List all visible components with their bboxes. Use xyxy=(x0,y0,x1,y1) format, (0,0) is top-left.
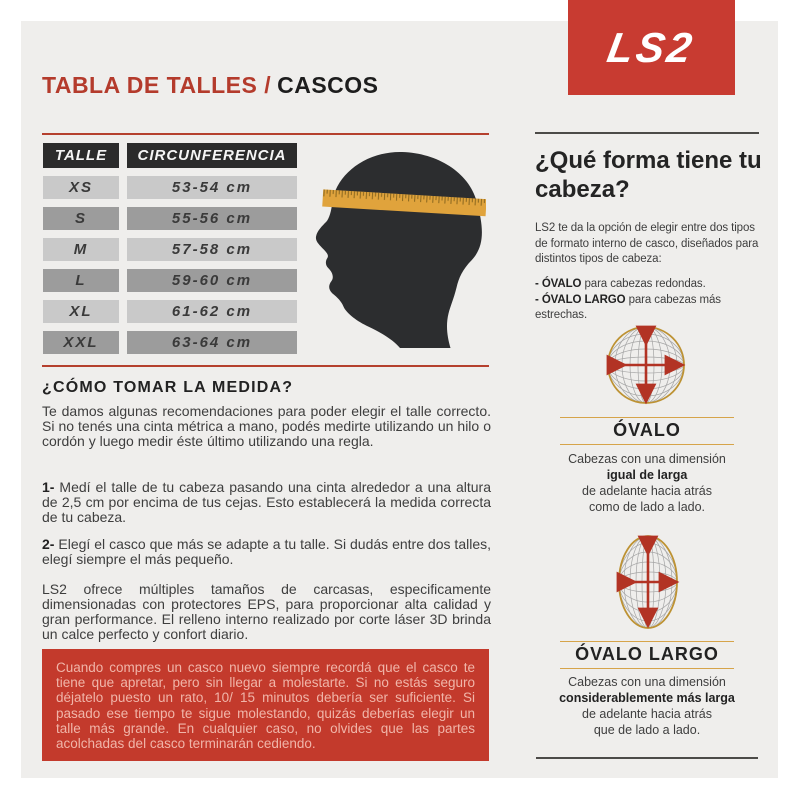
how-to-heading: ¿CÓMO TOMAR LA MEDIDA? xyxy=(42,379,294,396)
oval-long-label: ÓVALO LARGO xyxy=(575,644,719,664)
red-divider-bottom xyxy=(42,365,489,367)
circumference-cell: 61-62 cm xyxy=(127,300,297,323)
oval-caption: Cabezas con una dimensión igual de larga de adelante hacia atrás como de lado a lado. xyxy=(568,452,726,514)
size-cell: L xyxy=(43,269,119,292)
table-row xyxy=(43,269,297,292)
oval-globe-icon xyxy=(602,322,690,408)
how-to-intro: Te damos algunas recomendaciones para poder elegir el talle correcto. Si no tenés una cinta métrica a mano, podés medirte utilizando un hilo o cordón y luego medir éste último utilizando una regla. xyxy=(42,403,491,449)
gold-divider xyxy=(560,641,734,642)
size-table-header-row xyxy=(43,143,297,168)
circumference-cell: 57-58 cm xyxy=(127,238,297,261)
circumference-cell: 55-56 cm xyxy=(127,207,297,230)
bullet-ovalo: - ÓVALO para cabezas redondas. xyxy=(535,278,706,290)
table-row xyxy=(43,176,297,199)
ls2-logo xyxy=(568,0,735,95)
dark-divider-bottom xyxy=(536,757,758,759)
size-cell: XS xyxy=(43,176,119,199)
dark-divider-top xyxy=(535,132,759,134)
red-divider-top xyxy=(42,133,489,135)
table-row xyxy=(43,238,297,261)
page-title-red: TABLA DE TALLES / xyxy=(42,72,272,98)
oval-long-caption: Cabezas con una dimensión considerablemente más larga de adelante hacia atrás que de lado a lado. xyxy=(559,675,735,737)
page-title-black: CASCOS xyxy=(277,72,379,98)
measuring-head-illustration xyxy=(312,149,486,351)
bullet-ovalo-largo: - ÓVALO LARGO para cabezas más estrechas. xyxy=(535,293,721,321)
head-shape-heading: ¿Qué forma tiene tu cabeza? xyxy=(535,147,762,203)
head-shape-bullets xyxy=(535,277,763,324)
step-2-text: Elegí el casco que más se adapte a tu talle. Si dudás entre dos talles, elegí siempre el más pequeño. xyxy=(42,536,492,567)
step-1-text: Medí el talle de tu cabeza pasando una cinta alrededor a una altura de 2,5 cm por encima de tus cejas. Esto establecerá la medida correcta de tu cabeza. xyxy=(42,479,491,525)
step-1 xyxy=(42,480,491,525)
table-row xyxy=(43,300,297,323)
size-cell: XXL xyxy=(43,331,119,354)
circumference-cell: 53-54 cm xyxy=(127,176,297,199)
circumference-cell: 59-60 cm xyxy=(127,269,297,292)
head-shape-intro: LS2 te da la opción de elegir entre dos tipos de formato interno de casco, diseñados para distintos tipos de cabeza: xyxy=(535,222,759,265)
table-row xyxy=(43,331,297,354)
step-2 xyxy=(42,537,491,567)
page-title xyxy=(42,72,379,99)
oval-label: ÓVALO xyxy=(613,420,681,440)
shells-paragraph: LS2 ofrece múltiples tamaños de carcasas, especificamente dimensionadas con protectores EPS, para proporcionar alta calidad y gran performance. El relleno interno realizado por corte láser 3D brinda un calce perfecto y confort diario. xyxy=(42,581,491,642)
size-cell: M xyxy=(43,238,119,261)
size-cell: S xyxy=(43,207,119,230)
gold-divider xyxy=(560,444,734,445)
head-silhouette xyxy=(316,152,482,348)
circumference-cell: 63-64 cm xyxy=(127,331,297,354)
oval-long-globe-icon xyxy=(616,533,680,631)
size-table-header-circunferencia: CIRCUNFERENCIA xyxy=(127,143,297,168)
gold-divider xyxy=(560,417,734,418)
size-table xyxy=(43,143,297,362)
table-row xyxy=(43,207,297,230)
gold-divider xyxy=(560,668,734,669)
fit-warning-text: Cuando compres un casco nuevo siempre recordá que el casco te tiene que apretar, pero sin llegar a molestarte. Si no estás seguro déjatelo puesto un rato, 10/ 15 minutos debería ser suficiente. Si pasado ese tiempo te sigue molestando, quizás deberías elegir un talle más grande. En cualquier caso, no olvides que las partes acolchadas del casco terminarán cediendo. xyxy=(56,660,475,752)
size-cell: XL xyxy=(43,300,119,323)
step-2-number: 2- xyxy=(42,536,55,552)
size-table-header-talle: TALLE xyxy=(43,143,119,168)
ls2-logo-text: LS2 xyxy=(604,23,699,71)
step-1-number: 1- xyxy=(42,479,55,495)
fit-warning-box xyxy=(42,649,489,761)
